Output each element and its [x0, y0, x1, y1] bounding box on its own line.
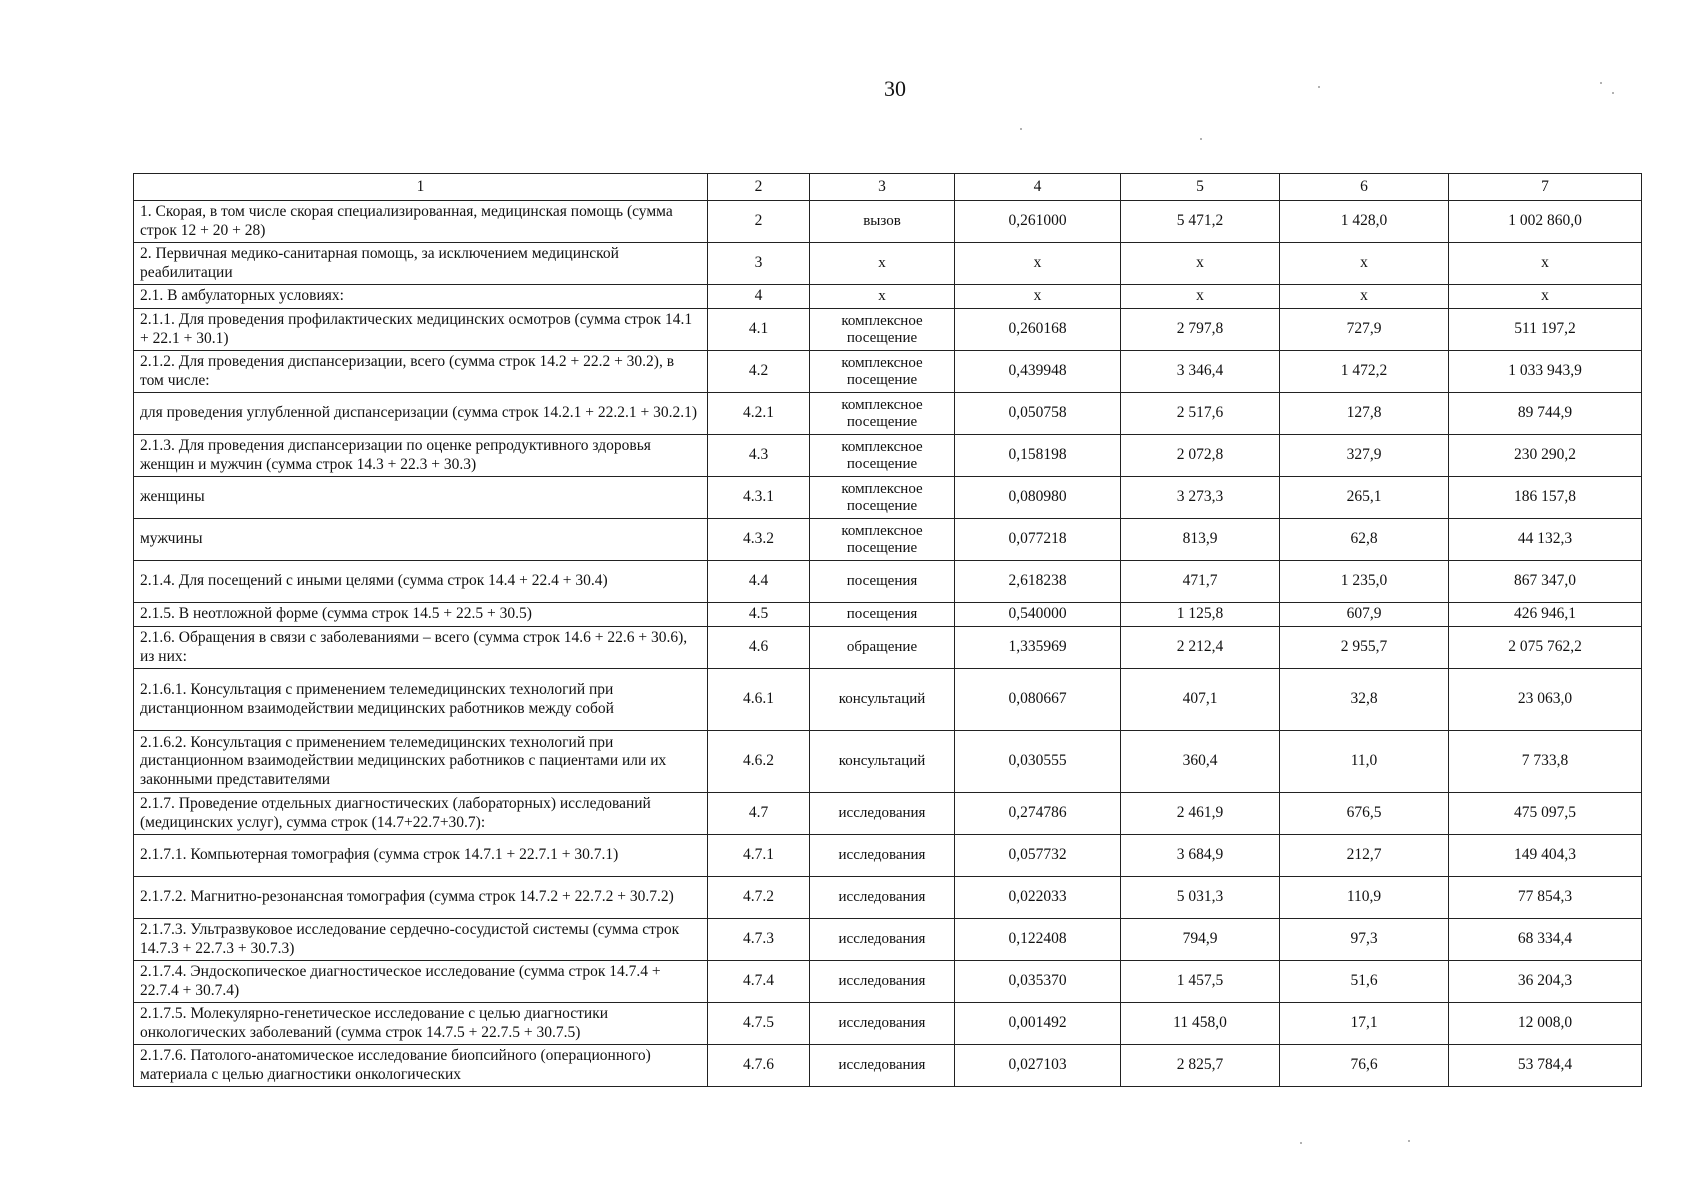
- row-number-cell: 4.5: [708, 603, 810, 627]
- norm-cell: х: [955, 243, 1121, 285]
- unit-cell: обращение: [810, 627, 955, 669]
- per-capita-cell: х: [1280, 243, 1449, 285]
- row-number-cell: 4.3.1: [708, 477, 810, 519]
- row-number-cell: 4.6: [708, 627, 810, 669]
- row-name-cell: 2.1.5. В неотложной форме (сумма строк 14.5 + 22.5 + 30.5): [134, 603, 708, 627]
- norm-cell: 0,001492: [955, 1003, 1121, 1045]
- table-row: [134, 351, 1642, 393]
- per-capita-cell: 1 235,0: [1280, 561, 1449, 603]
- scan-speck: [1200, 138, 1202, 140]
- per-capita-cell: 676,5: [1280, 793, 1449, 835]
- row-number-cell: 4.2: [708, 351, 810, 393]
- unit-cell: х: [810, 285, 955, 309]
- row-number-cell: 2: [708, 201, 810, 243]
- per-capita-cell: 32,8: [1280, 669, 1449, 731]
- table-row: [134, 835, 1642, 877]
- per-capita-cell: 607,9: [1280, 603, 1449, 627]
- unit-cell: исследования: [810, 1045, 955, 1087]
- row-number-cell: 4.3: [708, 435, 810, 477]
- per-capita-cell: 76,6: [1280, 1045, 1449, 1087]
- total-cell: 53 784,4: [1449, 1045, 1642, 1087]
- row-name-cell: 2.1. В амбулаторных условиях:: [134, 285, 708, 309]
- norm-cell: 0,540000: [955, 603, 1121, 627]
- table-header-row: [134, 174, 1642, 201]
- table-body: [134, 201, 1642, 1087]
- norm-cell: х: [955, 285, 1121, 309]
- per-capita-cell: 11,0: [1280, 731, 1449, 793]
- total-cell: 7 733,8: [1449, 731, 1642, 793]
- table-row: [134, 793, 1642, 835]
- total-cell: 1 033 943,9: [1449, 351, 1642, 393]
- row-number-cell: 4.7.2: [708, 877, 810, 919]
- unit-cell: комплексное посещение: [810, 351, 955, 393]
- cost-cell: 471,7: [1121, 561, 1280, 603]
- total-cell: 230 290,2: [1449, 435, 1642, 477]
- total-cell: х: [1449, 243, 1642, 285]
- cost-cell: 5 471,2: [1121, 201, 1280, 243]
- row-number-cell: 4: [708, 285, 810, 309]
- table-row: [134, 877, 1642, 919]
- per-capita-cell: 51,6: [1280, 961, 1449, 1003]
- norm-cell: 0,027103: [955, 1045, 1121, 1087]
- total-cell: 149 404,3: [1449, 835, 1642, 877]
- row-name-cell: 2.1.7.4. Эндоскопическое диагностическое исследование (сумма строк 14.7.4 + 22.7.4 + 30.7.4): [134, 961, 708, 1003]
- cost-cell: х: [1121, 243, 1280, 285]
- row-number-cell: 4.4: [708, 561, 810, 603]
- total-cell: 1 002 860,0: [1449, 201, 1642, 243]
- scan-speck: [1612, 92, 1614, 94]
- cost-cell: 1 457,5: [1121, 961, 1280, 1003]
- cost-cell: 2 212,4: [1121, 627, 1280, 669]
- norm-cell: 0,080980: [955, 477, 1121, 519]
- cost-cell: 5 031,3: [1121, 877, 1280, 919]
- norm-cell: 2,618238: [955, 561, 1121, 603]
- row-name-cell: 2.1.6.2. Консультация с применением телемедицинских технологий при дистанционном взаимодействии медицинских работников с пациентами или их законными представителями: [134, 731, 708, 793]
- unit-cell: комплексное посещение: [810, 309, 955, 351]
- norm-cell: 0,261000: [955, 201, 1121, 243]
- table-row: [134, 561, 1642, 603]
- norm-cell: 0,022033: [955, 877, 1121, 919]
- header-col-6: 6: [1280, 174, 1449, 201]
- table-row: [134, 243, 1642, 285]
- per-capita-cell: 110,9: [1280, 877, 1449, 919]
- total-cell: 511 197,2: [1449, 309, 1642, 351]
- row-name-cell: мужчины: [134, 519, 708, 561]
- row-name-cell: для проведения углубленной диспансеризации (сумма строк 14.2.1 + 22.2.1 + 30.2.1): [134, 393, 708, 435]
- row-name-cell: 2.1.6. Обращения в связи с заболеваниями – всего (сумма строк 14.6 + 22.6 + 30.6), из них:: [134, 627, 708, 669]
- total-cell: х: [1449, 285, 1642, 309]
- norm-cell: 0,260168: [955, 309, 1121, 351]
- cost-cell: 407,1: [1121, 669, 1280, 731]
- total-cell: 475 097,5: [1449, 793, 1642, 835]
- table-row: [134, 1045, 1642, 1087]
- per-capita-cell: 327,9: [1280, 435, 1449, 477]
- row-name-cell: 2.1.7.3. Ультразвуковое исследование сердечно-сосудистой системы (сумма строк 14.7.3 + 22.7.3 + 30.7.3): [134, 919, 708, 961]
- total-cell: 68 334,4: [1449, 919, 1642, 961]
- row-number-cell: 3: [708, 243, 810, 285]
- per-capita-cell: 212,7: [1280, 835, 1449, 877]
- table-row: [134, 627, 1642, 669]
- total-cell: 23 063,0: [1449, 669, 1642, 731]
- scan-speck: [1408, 1140, 1410, 1142]
- total-cell: 867 347,0: [1449, 561, 1642, 603]
- row-name-cell: 2.1.7.2. Магнитно-резонансная томография (сумма строк 14.7.2 + 22.7.2 + 30.7.2): [134, 877, 708, 919]
- cost-cell: 3 684,9: [1121, 835, 1280, 877]
- per-capita-cell: 127,8: [1280, 393, 1449, 435]
- cost-cell: 813,9: [1121, 519, 1280, 561]
- row-name-cell: женщины: [134, 477, 708, 519]
- data-table: [133, 173, 1642, 1087]
- cost-cell: 3 346,4: [1121, 351, 1280, 393]
- table-row: [134, 919, 1642, 961]
- norm-cell: 0,050758: [955, 393, 1121, 435]
- row-number-cell: 4.7.5: [708, 1003, 810, 1045]
- table-row: [134, 309, 1642, 351]
- unit-cell: посещения: [810, 561, 955, 603]
- cost-cell: 2 461,9: [1121, 793, 1280, 835]
- scan-speck: [1020, 128, 1022, 130]
- norm-cell: 0,030555: [955, 731, 1121, 793]
- unit-cell: посещения: [810, 603, 955, 627]
- unit-cell: вызов: [810, 201, 955, 243]
- per-capita-cell: 62,8: [1280, 519, 1449, 561]
- unit-cell: комплексное посещение: [810, 519, 955, 561]
- row-name-cell: 2.1.7.1. Компьютерная томография (сумма строк 14.7.1 + 22.7.1 + 30.7.1): [134, 835, 708, 877]
- unit-cell: комплексное посещение: [810, 477, 955, 519]
- norm-cell: 0,439948: [955, 351, 1121, 393]
- row-name-cell: 2. Первичная медико-санитарная помощь, за исключением медицинской реабилитации: [134, 243, 708, 285]
- norm-cell: 0,158198: [955, 435, 1121, 477]
- total-cell: 186 157,8: [1449, 477, 1642, 519]
- header-col-1: 1: [134, 174, 708, 201]
- header-col-4: 4: [955, 174, 1121, 201]
- norm-cell: 1,335969: [955, 627, 1121, 669]
- header-col-7: 7: [1449, 174, 1642, 201]
- table-row: [134, 1003, 1642, 1045]
- per-capita-cell: 727,9: [1280, 309, 1449, 351]
- unit-cell: консультаций: [810, 669, 955, 731]
- unit-cell: исследования: [810, 877, 955, 919]
- scan-speck: [1300, 1142, 1302, 1144]
- header-col-2: 2: [708, 174, 810, 201]
- cost-cell: 11 458,0: [1121, 1003, 1280, 1045]
- norm-cell: 0,122408: [955, 919, 1121, 961]
- unit-cell: исследования: [810, 793, 955, 835]
- total-cell: 2 075 762,2: [1449, 627, 1642, 669]
- norm-cell: 0,077218: [955, 519, 1121, 561]
- total-cell: 426 946,1: [1449, 603, 1642, 627]
- total-cell: 44 132,3: [1449, 519, 1642, 561]
- row-name-cell: 1. Скорая, в том числе скорая специализированная, медицинская помощь (сумма строк 12 + 20 + 28): [134, 201, 708, 243]
- scan-speck: [1600, 82, 1602, 84]
- per-capita-cell: 1 472,2: [1280, 351, 1449, 393]
- norm-cell: 0,035370: [955, 961, 1121, 1003]
- unit-cell: исследования: [810, 961, 955, 1003]
- cost-cell: х: [1121, 285, 1280, 309]
- per-capita-cell: 2 955,7: [1280, 627, 1449, 669]
- per-capita-cell: х: [1280, 285, 1449, 309]
- row-name-cell: 2.1.4. Для посещений с иными целями (сумма строк 14.4 + 22.4 + 30.4): [134, 561, 708, 603]
- header-col-3: 3: [810, 174, 955, 201]
- unit-cell: консультаций: [810, 731, 955, 793]
- cost-cell: 2 072,8: [1121, 435, 1280, 477]
- norm-cell: 0,080667: [955, 669, 1121, 731]
- table-row: [134, 961, 1642, 1003]
- row-name-cell: 2.1.2. Для проведения диспансеризации, всего (сумма строк 14.2 + 22.2 + 30.2), в том числе:: [134, 351, 708, 393]
- table-row: [134, 477, 1642, 519]
- unit-cell: комплексное посещение: [810, 435, 955, 477]
- total-cell: 12 008,0: [1449, 1003, 1642, 1045]
- cost-cell: 1 125,8: [1121, 603, 1280, 627]
- table-row: [134, 393, 1642, 435]
- row-number-cell: 4.6.2: [708, 731, 810, 793]
- per-capita-cell: 265,1: [1280, 477, 1449, 519]
- row-number-cell: 4.7.1: [708, 835, 810, 877]
- cost-cell: 2 825,7: [1121, 1045, 1280, 1087]
- table-row: [134, 285, 1642, 309]
- header-col-5: 5: [1121, 174, 1280, 201]
- row-number-cell: 4.3.2: [708, 519, 810, 561]
- per-capita-cell: 1 428,0: [1280, 201, 1449, 243]
- cost-cell: 794,9: [1121, 919, 1280, 961]
- table-row: [134, 435, 1642, 477]
- row-number-cell: 4.6.1: [708, 669, 810, 731]
- unit-cell: комплексное посещение: [810, 393, 955, 435]
- table-row: [134, 603, 1642, 627]
- unit-cell: х: [810, 243, 955, 285]
- norm-cell: 0,057732: [955, 835, 1121, 877]
- scan-speck: [1318, 86, 1320, 88]
- row-name-cell: 2.1.6.1. Консультация с применением телемедицинских технологий при дистанционном взаимодействии медицинских работников между собой: [134, 669, 708, 731]
- page-number: 30: [884, 76, 906, 101]
- table-row: [134, 519, 1642, 561]
- total-cell: 77 854,3: [1449, 877, 1642, 919]
- total-cell: 89 744,9: [1449, 393, 1642, 435]
- row-name-cell: 2.1.3. Для проведения диспансеризации по оценке репродуктивного здоровья женщин и мужчин (сумма строк 14.3 + 22.3 + 30.3): [134, 435, 708, 477]
- row-number-cell: 4.7.4: [708, 961, 810, 1003]
- norm-cell: 0,274786: [955, 793, 1121, 835]
- row-number-cell: 4.2.1: [708, 393, 810, 435]
- unit-cell: исследования: [810, 1003, 955, 1045]
- cost-cell: 2 517,6: [1121, 393, 1280, 435]
- table-row: [134, 731, 1642, 793]
- table-row: [134, 669, 1642, 731]
- cost-cell: 3 273,3: [1121, 477, 1280, 519]
- cost-cell: 2 797,8: [1121, 309, 1280, 351]
- unit-cell: исследования: [810, 919, 955, 961]
- row-number-cell: 4.1: [708, 309, 810, 351]
- row-name-cell: 2.1.7. Проведение отдельных диагностических (лабораторных) исследований (медицинских услуг), сумма строк (14.7+22.7+30.7):: [134, 793, 708, 835]
- table-row: [134, 201, 1642, 243]
- cost-cell: 360,4: [1121, 731, 1280, 793]
- row-name-cell: 2.1.7.6. Патолого-анатомическое исследование биопсийного (операционного) материала с целью диагностики онкологических: [134, 1045, 708, 1087]
- row-number-cell: 4.7.3: [708, 919, 810, 961]
- per-capita-cell: 17,1: [1280, 1003, 1449, 1045]
- row-name-cell: 2.1.1. Для проведения профилактических медицинских осмотров (сумма строк 14.1 + 22.1 + 30.1): [134, 309, 708, 351]
- row-number-cell: 4.7: [708, 793, 810, 835]
- row-number-cell: 4.7.6: [708, 1045, 810, 1087]
- unit-cell: исследования: [810, 835, 955, 877]
- per-capita-cell: 97,3: [1280, 919, 1449, 961]
- row-name-cell: 2.1.7.5. Молекулярно-генетическое исследование с целью диагностики онкологических заболеваний (сумма строк 14.7.5 + 22.7.5 + 30.7.5): [134, 1003, 708, 1045]
- total-cell: 36 204,3: [1449, 961, 1642, 1003]
